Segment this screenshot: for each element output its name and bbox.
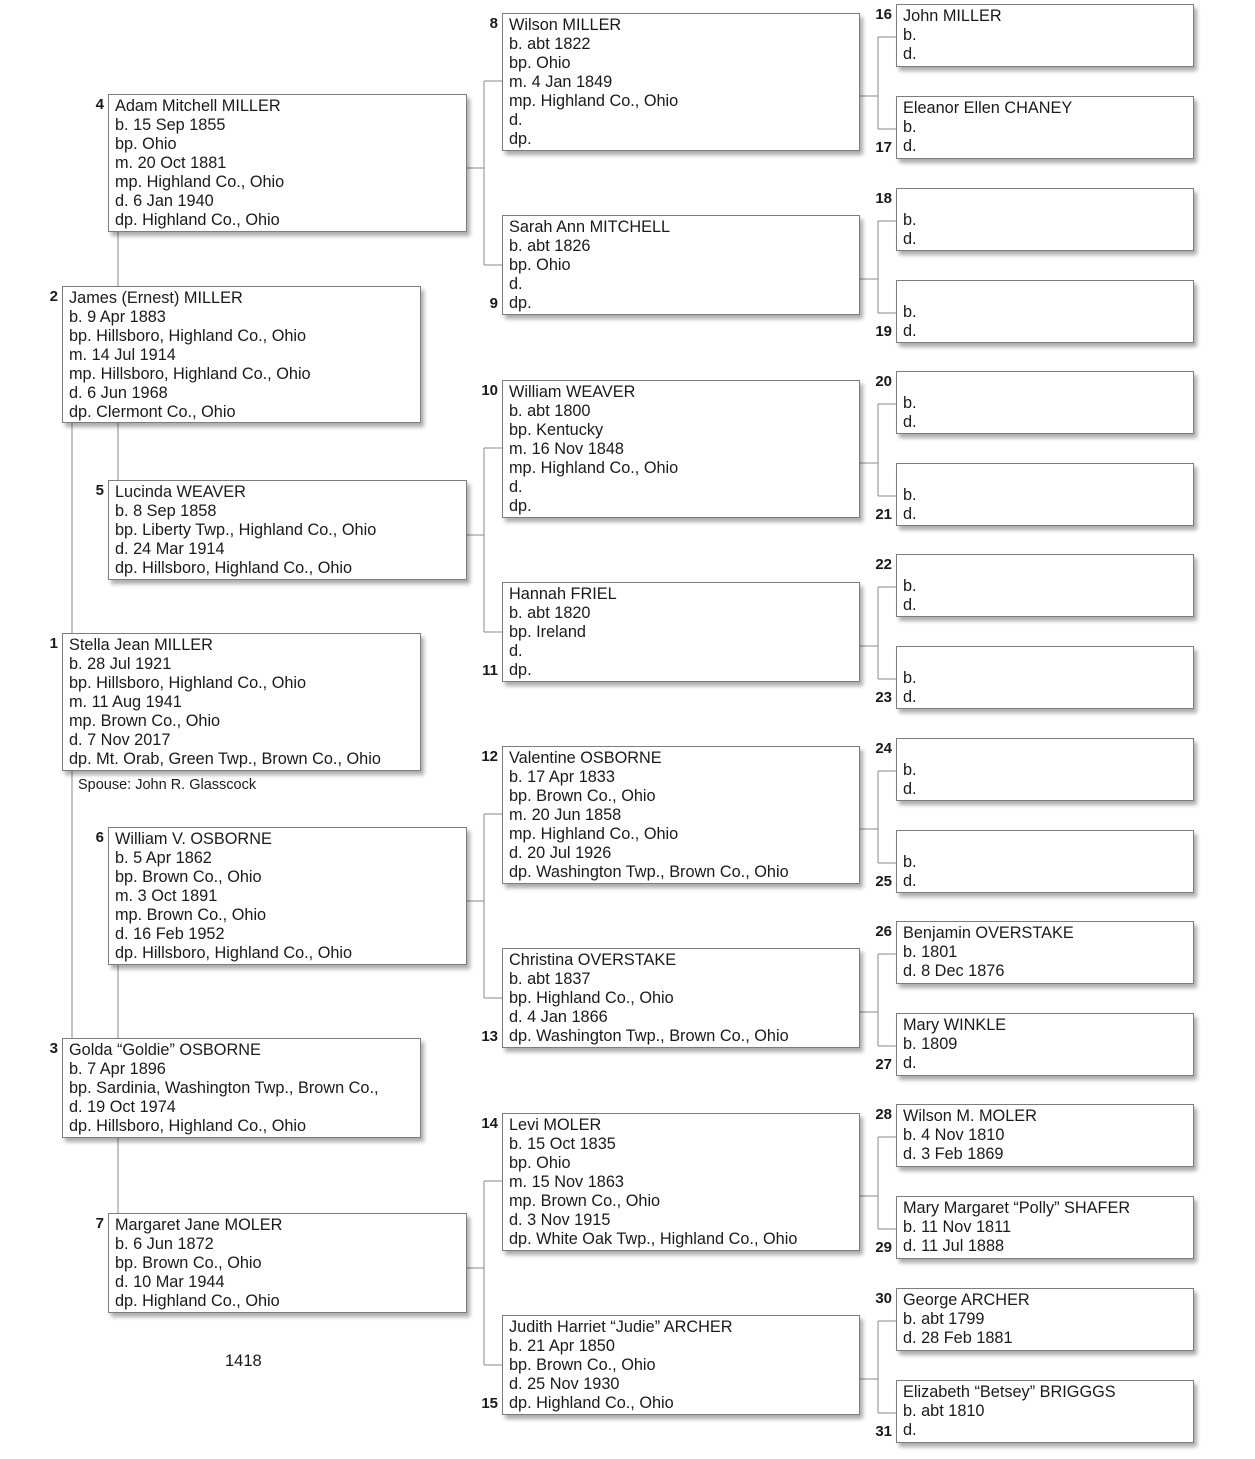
person-detail-line: m. 20 Jun 1858	[509, 805, 622, 824]
person-detail-line: b. 8 Sep 1858	[115, 502, 217, 520]
person-name: Sarah Ann MITCHELL	[509, 218, 671, 236]
person-detail-line: dp.	[509, 496, 532, 515]
person-number: 10	[481, 382, 498, 399]
person-box-30	[896, 1288, 1194, 1351]
person-number: 24	[875, 740, 892, 757]
person-detail-line: mp. Brown Co., Ohio	[69, 711, 221, 730]
person-detail-line: b. 28 Jul 1921	[69, 655, 172, 673]
person-name: Wilson MILLER	[509, 16, 622, 34]
person-name: Lucinda WEAVER	[115, 483, 246, 501]
person-box-22	[896, 554, 1194, 617]
person-name: John MILLER	[903, 7, 1002, 25]
person-detail-line: mp. Hillsboro, Highland Co., Ohio	[69, 364, 311, 383]
person-number: 19	[875, 323, 892, 340]
person-box-15	[502, 1315, 860, 1415]
person-number: 6	[95, 829, 104, 846]
person-detail-line: b.	[903, 761, 917, 779]
person-detail-line: d. 24 Mar 1914	[115, 539, 225, 558]
person-name: Adam Mitchell MILLER	[115, 97, 281, 115]
person-name: Elizabeth “Betsey” BRIGGGS	[903, 1383, 1116, 1401]
person-box-31	[896, 1380, 1194, 1443]
person-detail-line: d. 25 Nov 1930	[509, 1374, 620, 1393]
person-box-28	[896, 1104, 1194, 1167]
person-box-2	[62, 286, 421, 423]
person-detail-line: b.	[903, 394, 917, 412]
person-name: Mary Margaret “Polly” SHAFER	[903, 1199, 1131, 1217]
person-detail-line: bp. Ohio	[509, 1153, 571, 1172]
person-number: 13	[481, 1028, 498, 1045]
person-number: 4	[95, 96, 104, 113]
person-detail-line: b.	[903, 303, 917, 321]
person-detail-line: bp. Liberty Twp., Highland Co., Ohio	[115, 520, 377, 539]
person-detail-line: b. 7 Apr 1896	[69, 1060, 166, 1078]
person-detail-line: mp. Highland Co., Ohio	[115, 172, 285, 191]
person-detail-line: b.	[903, 486, 917, 504]
person-detail-line: dp. Hillsboro, Highland Co., Ohio	[115, 943, 353, 962]
person-box-3	[62, 1038, 421, 1138]
person-detail-line: dp. Clermont Co., Ohio	[69, 402, 236, 421]
person-detail-line: bp. Ohio	[509, 255, 571, 274]
person-number: 22	[875, 556, 892, 573]
person-box-1	[62, 633, 421, 771]
person-detail-line: b. 1801	[903, 943, 958, 961]
person-detail-line: dp.	[509, 660, 532, 679]
person-detail-line: dp. Hillsboro, Highland Co., Ohio	[115, 558, 353, 577]
person-detail-line: d.	[903, 412, 917, 431]
person-detail-line: d. 3 Nov 1915	[509, 1210, 611, 1229]
person-detail-line: b. abt 1810	[903, 1402, 985, 1420]
spouse-note: Spouse: John R. Glasscock	[78, 777, 257, 793]
person-detail-line: dp. White Oak Twp., Highland Co., Ohio	[509, 1229, 798, 1248]
person-box-4	[108, 94, 467, 232]
person-detail-line: bp. Highland Co., Ohio	[509, 988, 674, 1007]
person-detail-line: mp. Brown Co., Ohio	[115, 905, 267, 924]
person-detail-line: bp. Hillsboro, Highland Co., Ohio	[69, 673, 307, 692]
person-name: Valentine OSBORNE	[509, 749, 662, 767]
person-name: Golda “Goldie” OSBORNE	[69, 1041, 261, 1059]
person-detail-line: d.	[903, 687, 917, 706]
person-name: Judith Harriet “Judie” ARCHER	[509, 1318, 733, 1336]
person-number: 21	[875, 506, 892, 523]
person-name: James (Ernest) MILLER	[69, 289, 243, 307]
person-number: 20	[875, 373, 892, 390]
person-detail-line: dp.	[509, 293, 532, 312]
person-detail-line: b. 15 Oct 1835	[509, 1135, 616, 1153]
person-detail-line: d.	[903, 1053, 917, 1072]
person-box-14	[502, 1113, 860, 1251]
person-detail-line: d. 6 Jun 1968	[69, 383, 168, 402]
person-detail-line: d. 4 Jan 1866	[509, 1007, 608, 1026]
person-detail-line: bp. Ohio	[509, 53, 571, 72]
person-detail-line: d. 16 Feb 1952	[115, 924, 225, 943]
person-detail-line: m. 14 Jul 1914	[69, 345, 176, 364]
person-detail-line: m. 4 Jan 1849	[509, 72, 613, 91]
person-detail-line: b. 5 Apr 1862	[115, 849, 212, 867]
person-detail-line: d.	[509, 641, 523, 660]
person-name: William WEAVER	[509, 383, 636, 401]
person-box-19	[896, 280, 1194, 343]
person-box-26	[896, 921, 1194, 984]
person-number: 31	[875, 1423, 892, 1440]
person-box-8	[502, 13, 860, 151]
person-box-16	[896, 4, 1194, 67]
person-detail-line: b. 15 Sep 1855	[115, 116, 226, 134]
person-detail-line: mp. Brown Co., Ohio	[509, 1191, 661, 1210]
person-box-27	[896, 1013, 1194, 1076]
person-number: 14	[481, 1115, 498, 1132]
person-detail-line: b. abt 1820	[509, 604, 591, 622]
person-number: 8	[489, 15, 498, 32]
person-detail-line: b. 11 Nov 1811	[903, 1218, 1012, 1236]
person-detail-line: m. 11 Aug 1941	[69, 692, 182, 711]
person-detail-line: bp. Ireland	[509, 622, 586, 641]
person-box-11	[502, 582, 860, 682]
person-detail-line: m. 16 Nov 1848	[509, 439, 624, 458]
person-detail-line: d.	[509, 477, 523, 496]
person-name: Benjamin OVERSTAKE	[903, 924, 1074, 942]
person-box-23	[896, 646, 1194, 709]
person-detail-line: bp. Hillsboro, Highland Co., Ohio	[69, 326, 307, 345]
person-detail-line: m. 20 Oct 1881	[115, 153, 227, 172]
person-name: Christina OVERSTAKE	[509, 951, 677, 969]
person-number: 15	[481, 1395, 498, 1412]
person-detail-line: d.	[903, 779, 917, 798]
person-detail-line: m. 15 Nov 1863	[509, 1172, 624, 1191]
person-detail-line: d. 28 Feb 1881	[903, 1328, 1013, 1347]
person-box-24	[896, 738, 1194, 801]
person-detail-line: m. 3 Oct 1891	[115, 886, 218, 905]
person-name: Margaret Jane MOLER	[115, 1216, 283, 1234]
person-number: 26	[875, 923, 892, 940]
person-detail-line: bp. Kentucky	[509, 420, 604, 439]
person-box-10	[502, 380, 860, 518]
person-box-12	[502, 746, 860, 884]
person-detail-line: dp. Highland Co., Ohio	[115, 1291, 280, 1310]
person-detail-line: b. 1809	[903, 1035, 958, 1053]
person-detail-line: d.	[903, 871, 917, 890]
person-name: William V. OSBORNE	[115, 830, 272, 848]
person-box-5	[108, 480, 467, 580]
person-number: 30	[875, 1290, 892, 1307]
person-detail-line: dp. Highland Co., Ohio	[509, 1393, 674, 1412]
person-detail-line: b. 21 Apr 1850	[509, 1337, 615, 1355]
person-detail-line: d.	[903, 321, 917, 340]
person-number: 23	[875, 689, 892, 706]
person-detail-line: d.	[903, 44, 917, 63]
person-number: 18	[875, 190, 892, 207]
person-detail-line: bp. Brown Co., Ohio	[115, 1253, 262, 1272]
person-detail-line: d.	[903, 229, 917, 248]
person-box-6	[108, 827, 467, 965]
person-detail-line: d. 7 Nov 2017	[69, 730, 171, 749]
person-box-21	[896, 463, 1194, 526]
person-detail-line: b. 9 Apr 1883	[69, 308, 166, 326]
person-detail-line: d. 19 Oct 1974	[69, 1097, 176, 1116]
person-detail-line: b.	[903, 669, 917, 687]
person-detail-line: d.	[509, 274, 523, 293]
person-number: 1	[49, 635, 58, 652]
person-detail-line: b. abt 1822	[509, 35, 591, 53]
person-box-18	[896, 188, 1194, 251]
person-name: Wilson M. MOLER	[903, 1107, 1037, 1125]
person-detail-line: b. 17 Apr 1833	[509, 768, 615, 786]
person-name: Stella Jean MILLER	[69, 636, 213, 654]
person-detail-line: d. 8 Dec 1876	[903, 961, 1005, 980]
person-name: George ARCHER	[903, 1291, 1030, 1309]
person-detail-line: b. 6 Jun 1872	[115, 1235, 214, 1253]
person-box-20	[896, 371, 1194, 434]
person-number: 9	[489, 295, 498, 312]
person-detail-line: d. 11 Jul 1888	[903, 1236, 1005, 1255]
person-detail-line: dp. Washington Twp., Brown Co., Ohio	[509, 1026, 789, 1045]
person-number: 7	[95, 1215, 104, 1232]
person-detail-line: d. 10 Mar 1944	[115, 1272, 225, 1291]
person-detail-line: d.	[903, 1420, 917, 1439]
person-box-29	[896, 1196, 1194, 1259]
person-detail-line: b.	[903, 211, 917, 229]
person-detail-line: b.	[903, 118, 917, 136]
person-detail-line: bp. Ohio	[115, 134, 177, 153]
person-detail-line: b. abt 1799	[903, 1310, 985, 1328]
person-number: 12	[481, 748, 498, 765]
person-detail-line: dp.	[509, 129, 532, 148]
person-detail-line: bp. Brown Co., Ohio	[509, 1355, 656, 1374]
person-detail-line: mp. Highland Co., Ohio	[509, 458, 679, 477]
person-number: 3	[49, 1040, 58, 1057]
person-detail-line: d.	[903, 136, 917, 155]
person-detail-line: mp. Highland Co., Ohio	[509, 91, 679, 110]
person-box-13	[502, 948, 860, 1048]
person-number: 29	[875, 1239, 892, 1256]
person-detail-line: bp. Brown Co., Ohio	[509, 786, 656, 805]
person-detail-line: b. abt 1826	[509, 237, 591, 255]
person-detail-line: d.	[903, 504, 917, 523]
person-number: 17	[875, 139, 892, 156]
person-detail-line: b.	[903, 577, 917, 595]
person-number: 5	[95, 482, 104, 499]
person-name: Levi MOLER	[509, 1116, 602, 1134]
person-detail-line: b. abt 1800	[509, 402, 591, 420]
person-detail-line: bp. Brown Co., Ohio	[115, 867, 262, 886]
person-detail-line: dp. Highland Co., Ohio	[115, 210, 280, 229]
person-name: Hannah FRIEL	[509, 585, 617, 603]
person-detail-line: dp. Mt. Orab, Green Twp., Brown Co., Ohio	[69, 749, 381, 768]
person-number: 28	[875, 1106, 892, 1123]
person-detail-line: b. abt 1837	[509, 970, 591, 988]
person-detail-line: dp. Washington Twp., Brown Co., Ohio	[509, 862, 789, 881]
person-box-7	[108, 1213, 467, 1313]
person-detail-line: bp. Sardinia, Washington Twp., Brown Co.,	[69, 1078, 379, 1097]
person-number: 11	[482, 662, 498, 679]
person-detail-line: b. 4 Nov 1810	[903, 1126, 1005, 1144]
person-box-9	[502, 215, 860, 315]
person-detail-line: d.	[903, 595, 917, 614]
person-detail-line: b.	[903, 26, 917, 44]
chart-number: 1418	[225, 1352, 262, 1370]
person-detail-line: d. 6 Jan 1940	[115, 191, 214, 210]
person-number: 2	[49, 288, 58, 305]
person-detail-line: b.	[903, 853, 917, 871]
person-detail-line: d. 3 Feb 1869	[903, 1144, 1004, 1163]
person-box-17	[896, 96, 1194, 159]
person-number: 16	[875, 6, 892, 23]
person-name: Eleanor Ellen CHANEY	[903, 99, 1073, 117]
person-number: 25	[875, 873, 892, 890]
person-box-25	[896, 830, 1194, 893]
person-detail-line: d. 20 Jul 1926	[509, 843, 612, 862]
person-detail-line: dp. Hillsboro, Highland Co., Ohio	[69, 1116, 307, 1135]
person-number: 27	[875, 1056, 892, 1073]
person-name: Mary WINKLE	[903, 1016, 1007, 1034]
person-detail-line: mp. Highland Co., Ohio	[509, 824, 679, 843]
person-detail-line: d.	[509, 110, 523, 129]
